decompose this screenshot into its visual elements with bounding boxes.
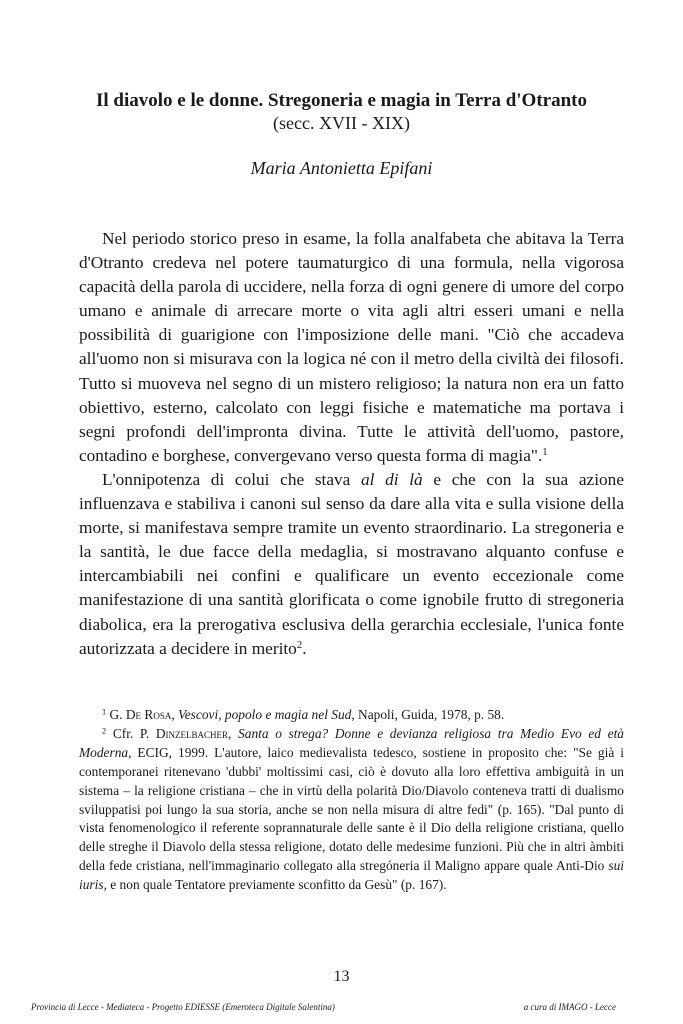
footnote-2-rest-a: , ECIG, 1999. L'autore, laico medievalista tedesco, sostiene in proposito che: "Se già i contemporanei ritenevano 'dubbi' moltissimi casi, ciò è dovuto alla loro effettiva ambiguità in un sistema – la religione cristiana – che in virtù della polarità Dio/Diavolo conteneva tratti di dualismo sviluppatisi poi lungo la sua storia, anche se non nella misura di altre fedi" (p. 165). "Dal punto di vista fenomenologico il referente soprannaturale delle sante è il Dio della religione cristiana, quello delle streghe il Diavolo della stessa religione, dotato delle medesime funzioni. Più che in altri àmbiti della fede cristiana, nell'immaginario collegato alla stregóneria il Maligno appare quale Anti-Dio (79, 744, 624, 874)
footnote-ref-2: 2 (296, 638, 303, 651)
footnote-2-italic: sui iuris (79, 858, 624, 893)
footnote-1-author: De Rosa (125, 707, 172, 722)
article-body (79, 227, 624, 661)
footer-credit-right: a cura di IMAGO - Lecce (523, 1002, 616, 1012)
article-title: Il diavolo e le donne. Stregoneria e magia in Terra d'Otranto (95, 90, 587, 111)
body-paragraph-2 (79, 468, 624, 661)
body-paragraph-2-text-b: e che con la sua azione influenzava e stabiliva i canoni sul senso da dare alla vita e sulla visione della morte, si manifestava sempre tramite un evento straordinario. La stregoneria e la santità, le due facce della medaglia, si mostravano alquanto confuse e intercambiabili nei confini e qualificare un evento eccezionale come manifestazione di una santità glorificata o come ignobile frutto di stregoneria diabolica, era la prerogativa esclusiva della gerarchia ecclesiale, l'unica fonte autorizzata a decidere in merito (79, 469, 624, 658)
page-number: 13 (333, 968, 350, 985)
footnote-1-prefix: G. (109, 707, 126, 722)
footnote-1 (79, 706, 624, 725)
body-paragraph-1-text: Nel periodo storico preso in esame, la folla analfabeta che abitava la Terra d'Otranto credeva nel potere taumaturgico di una formula, nella vigorosa capacità della parola di uccidere, nella forza di ogni genere di umore del corpo umano e animale di arrecare morte o vita agli altri esseri umani e nella possibilità di guarigione con l'imposizione delle mani. "Ciò che accadeva all'uomo non si misurava con la logica né con il metro della civiltà dei filosofi. Tutto si muoveva nel segno di un mistero religioso; la natura non era un fatto obiettivo, esterno, calcolato con leggi fisiche e matematiche ma portava i segni profondi dell'impronta divina. Tutte le attività dell'uomo, pastore, contadino e borghese, convergevano verso questa forma di magia". (79, 229, 624, 465)
body-paragraph-2-italic: al di là (361, 469, 423, 489)
footnote-1-sep: , (171, 707, 179, 722)
footnote-2-sep: , (228, 725, 239, 741)
footnote-2-number: 2 (102, 726, 107, 736)
article-subtitle: (secc. XVII - XIX) (273, 113, 410, 133)
footnote-1-number: 1 (102, 707, 107, 717)
footnote-2-author: Dinzelbacher (155, 725, 229, 741)
article-author: Maria Antonietta Epifani (250, 158, 433, 178)
footnote-1-rest: , Napoli, Guida, 1978, p. 58. (351, 707, 505, 722)
footnote-2-prefix: Cfr. P. (112, 725, 156, 741)
footer-credit-left: Provincia di Lecce - Mediateca - Progetto EDIESSE (Emeroteca Digitale Salentina) (31, 1002, 335, 1012)
footnote-2-rest-b: , e non quale Tentatore previamente sconfitto da Gesù" (p. 167). (103, 877, 447, 893)
footnotes (79, 706, 624, 895)
footnote-2 (79, 725, 624, 895)
footnote-1-work: Vescovi, popolo e magia nel Sud (178, 707, 352, 722)
body-paragraph-1 (79, 227, 624, 468)
footnote-2-work: Santa o strega? Donne e devianza religiosa tra Medio Evo ed età Moderna (79, 725, 624, 760)
footnote-ref-1: 1 (542, 445, 548, 458)
body-paragraph-2-text-a: L'onnipotenza di colui che stava (102, 469, 362, 489)
body-paragraph-2-end: . (302, 638, 307, 658)
